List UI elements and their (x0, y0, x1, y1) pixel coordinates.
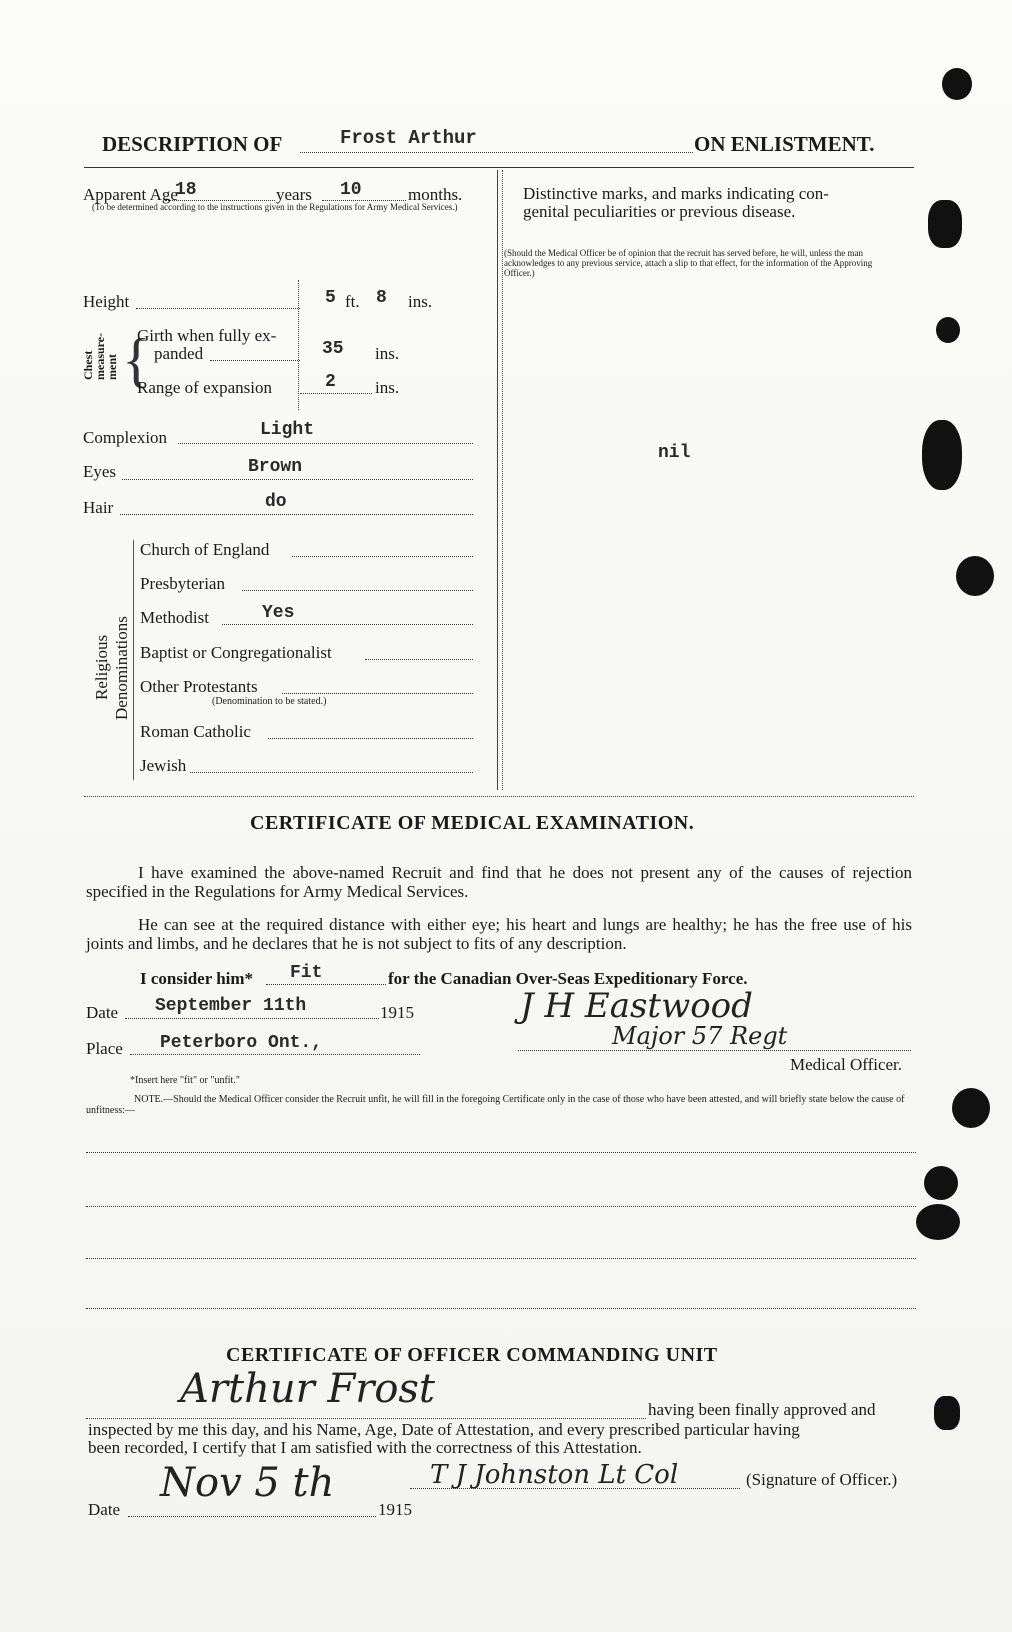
girth-line (210, 360, 300, 361)
height-ins-label: ins. (408, 292, 433, 311)
religious-bracket (133, 540, 134, 780)
church-line (292, 556, 473, 557)
presbyterian-label: Presbyterian (140, 574, 225, 593)
methodist-label: Methodist (140, 608, 209, 627)
commanding-title: CERTIFICATE OF OFFICER COMMANDING UNIT (226, 1344, 718, 1366)
complexion-value: Light (260, 420, 315, 440)
column-divider (497, 170, 498, 790)
range-label: Range of expansion (137, 378, 273, 397)
punch-hole (924, 1166, 958, 1200)
religious-label-1: Religious (92, 634, 111, 700)
eyes-label: Eyes (83, 462, 117, 481)
age-note: (To be determined according to the instructions given in the Regulations for Army Medical Services.) (92, 202, 458, 212)
methodist-line (222, 624, 473, 625)
commanding-date-year: 1915 (378, 1500, 412, 1519)
age-years: 18 (175, 180, 197, 200)
marks-note: (Should the Medical Officer be of opinion that the recruit has served before, he will, unless the man acknowledges to any previous service, attach a slip to that effect, for the information of the Approving Officer.) (504, 248, 873, 278)
complexion-line (178, 443, 473, 444)
punch-hole (922, 420, 962, 490)
unfit-line-2 (86, 1206, 916, 1207)
consider-value: Fit (290, 963, 323, 983)
consider-label: I consider him* (140, 969, 254, 988)
section-rule (84, 796, 914, 797)
apparent-age-label: Apparent Age (83, 185, 178, 204)
consider-line (266, 984, 386, 985)
punch-hole (942, 68, 972, 100)
unfit-line-3 (86, 1258, 916, 1259)
age-years-line (165, 200, 275, 201)
girth-label-1: Girth when fully ex- (137, 326, 277, 345)
punch-hole (934, 1396, 960, 1430)
commanding-line-1-end: having been finally approved and (648, 1400, 876, 1419)
height-ft: 5 (325, 288, 336, 308)
header-description-of: DESCRIPTION OF (102, 132, 283, 156)
girth-label-2: panded (154, 344, 204, 363)
presbyterian-line (242, 590, 473, 591)
medical-para-2: He can see at the required distance with either eye; his heart and lungs are healthy; he has the free use of his joints and limbs, and he declares that he is not subject to fits of any description. (86, 915, 912, 953)
punch-hole (956, 556, 994, 596)
other-protestants-label: Other Protestants (140, 677, 258, 696)
marks-line-1: Distinctive marks, and marks indicating con- (523, 184, 829, 203)
signature-line (518, 1050, 911, 1051)
months-label: months. (408, 185, 463, 204)
header-on-enlistment: ON ENLISTMENT. (694, 132, 875, 156)
medical-date-line (125, 1018, 379, 1019)
medical-para-1: I have examined the above-named Recruit and find that he does not present any of the causes of rejection specified in the Regulations for Army Medical Services. (86, 863, 912, 901)
other-protestants-line (282, 693, 473, 694)
insert-note: *Insert here "fit" or "unfit." (130, 1075, 240, 1086)
hair-value: do (265, 492, 287, 512)
recruit-signature: Arthur Frost (180, 1366, 435, 1412)
denomination-note: (Denomination to be stated.) (212, 696, 327, 707)
roman-catholic-label: Roman Catholic (140, 722, 251, 741)
header-rule (84, 167, 914, 168)
ft-label: ft. (345, 292, 360, 311)
commanding-line-3: been recorded, I certify that I am satisfied with the correctness of this Attestation. (88, 1438, 642, 1457)
jewish-label: Jewish (140, 756, 187, 775)
range-value: 2 (325, 372, 336, 392)
officer-signature-line (410, 1488, 740, 1489)
jewish-line (190, 772, 473, 773)
medical-officer-label: Medical Officer. (790, 1055, 903, 1074)
girth-value: 35 (322, 339, 344, 359)
baptist-label: Baptist or Congregationalist (140, 643, 332, 662)
place-value: Peterboro Ont., (160, 1033, 323, 1053)
medical-date-label: Date (86, 1003, 119, 1022)
punch-hole (952, 1088, 990, 1128)
officer-signature: T J Johnston Lt Col (430, 1460, 679, 1490)
medical-date-year: 1915 (380, 1003, 414, 1022)
height-label: Height (83, 292, 130, 311)
measure-divider (298, 280, 299, 410)
unfit-line-1 (86, 1152, 916, 1153)
marks-value: nil (658, 443, 691, 463)
recruit-name: Frost Arthur (340, 127, 477, 149)
years-label: years (276, 185, 312, 204)
complexion-label: Complexion (83, 428, 168, 447)
place-line (130, 1054, 420, 1055)
medical-date-value: September 11th (155, 996, 307, 1016)
commanding-date-label: Date (88, 1500, 121, 1519)
force-label: for the Canadian Over-Seas Expeditionary Force. (388, 969, 748, 988)
medical-title: CERTIFICATE OF MEDICAL EXAMINATION. (250, 812, 695, 834)
age-months-line (322, 200, 406, 201)
medical-officer-rank: Major 57 Regt (612, 1022, 788, 1050)
column-divider-2 (502, 170, 503, 790)
baptist-line (365, 659, 473, 660)
medical-officer-signature: J H Eastwood (520, 986, 753, 1026)
unfit-line-4 (86, 1308, 916, 1309)
age-months: 10 (340, 180, 362, 200)
religious-label-2: Denominations (112, 616, 131, 720)
height-in: 8 (376, 288, 387, 308)
commanding-line-2: inspected by me this day, and his Name, Age, Date of Attestation, and every prescribed particular having (88, 1420, 800, 1439)
name-line (300, 152, 693, 153)
hair-line (120, 514, 473, 515)
church-of-england-label: Church of England (140, 540, 270, 559)
officer-signature-label: (Signature of Officer.) (746, 1470, 898, 1489)
recruit-signature-line (86, 1418, 646, 1419)
range-ins-label: ins. (375, 378, 400, 397)
unfit-note: NOTE.—Should the Medical Officer consider the Recruit unfit, he will fill in the foregoing Certificate only in the case of those who have been attested, and will briefly state below the cause of unfitness:— (86, 1094, 905, 1116)
methodist-value: Yes (262, 603, 295, 623)
punch-hole (936, 317, 960, 343)
commanding-date-value: Nov 5 th (160, 1460, 335, 1506)
commanding-date-line (128, 1516, 376, 1517)
height-line (136, 308, 300, 309)
hair-label: Hair (83, 498, 114, 517)
roman-catholic-line (268, 738, 473, 739)
eyes-line (122, 479, 473, 480)
punch-hole (928, 200, 962, 248)
punch-hole (916, 1204, 960, 1240)
chest-label: Chest measure-ment (81, 332, 119, 380)
girth-ins-label: ins. (375, 344, 400, 363)
eyes-value: Brown (248, 457, 303, 477)
marks-line-2: genital peculiarities or previous disease. (523, 202, 796, 221)
chest-bracket: { (122, 327, 151, 393)
range-line (300, 393, 372, 394)
place-label: Place (86, 1039, 123, 1058)
